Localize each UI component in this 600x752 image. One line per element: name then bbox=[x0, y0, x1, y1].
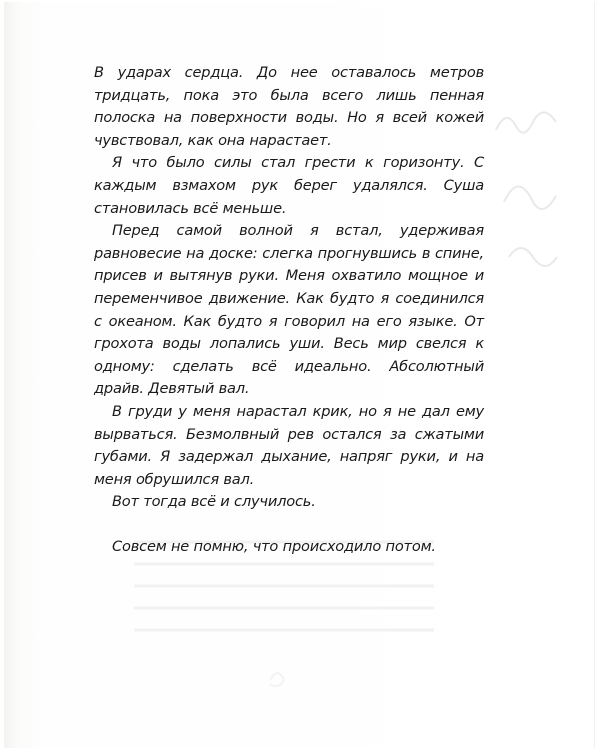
paragraph-5: Вот тогда всё и случилось. bbox=[112, 493, 316, 511]
paragraph-2: Я что было силы стал грести к горизонту. С каждым взмахом рук берег удалялся. Суша становилась всё меньше. bbox=[94, 154, 484, 217]
book-page bbox=[4, 2, 595, 748]
paragraph-4: В груди у меня нарастал крик, но я не дал ему вырваться. Безмолвный рев остался за сжатыми губами. Я задержал дыхание, напряг руки, и на меня обрушился вал. bbox=[94, 402, 484, 488]
paragraph-3: Перед самой волной я встал, удерживая равновесие на доске: слегка прогнувшись в спине, присев и вытянув руки. Меня охватило мощное и переменчивое движение. Как будто я соединился с океаном. Как будто я говорил на его языке. От грохота воды лопались уши. Весь мир свелся к одному: сделать всё идеально. Абсолютный драйв. Девятый вал. bbox=[94, 222, 484, 398]
paragraph-6: Совсем не помню, что происходило потом. bbox=[112, 537, 436, 555]
body-text bbox=[94, 62, 484, 558]
paragraph-1: В ударах сердца. До нее оставалось метров тридцать, пока это была всего лишь пенная полоска на поверхности воды. Но я всей кожей чувствовал, как она нарастает. bbox=[94, 64, 484, 149]
